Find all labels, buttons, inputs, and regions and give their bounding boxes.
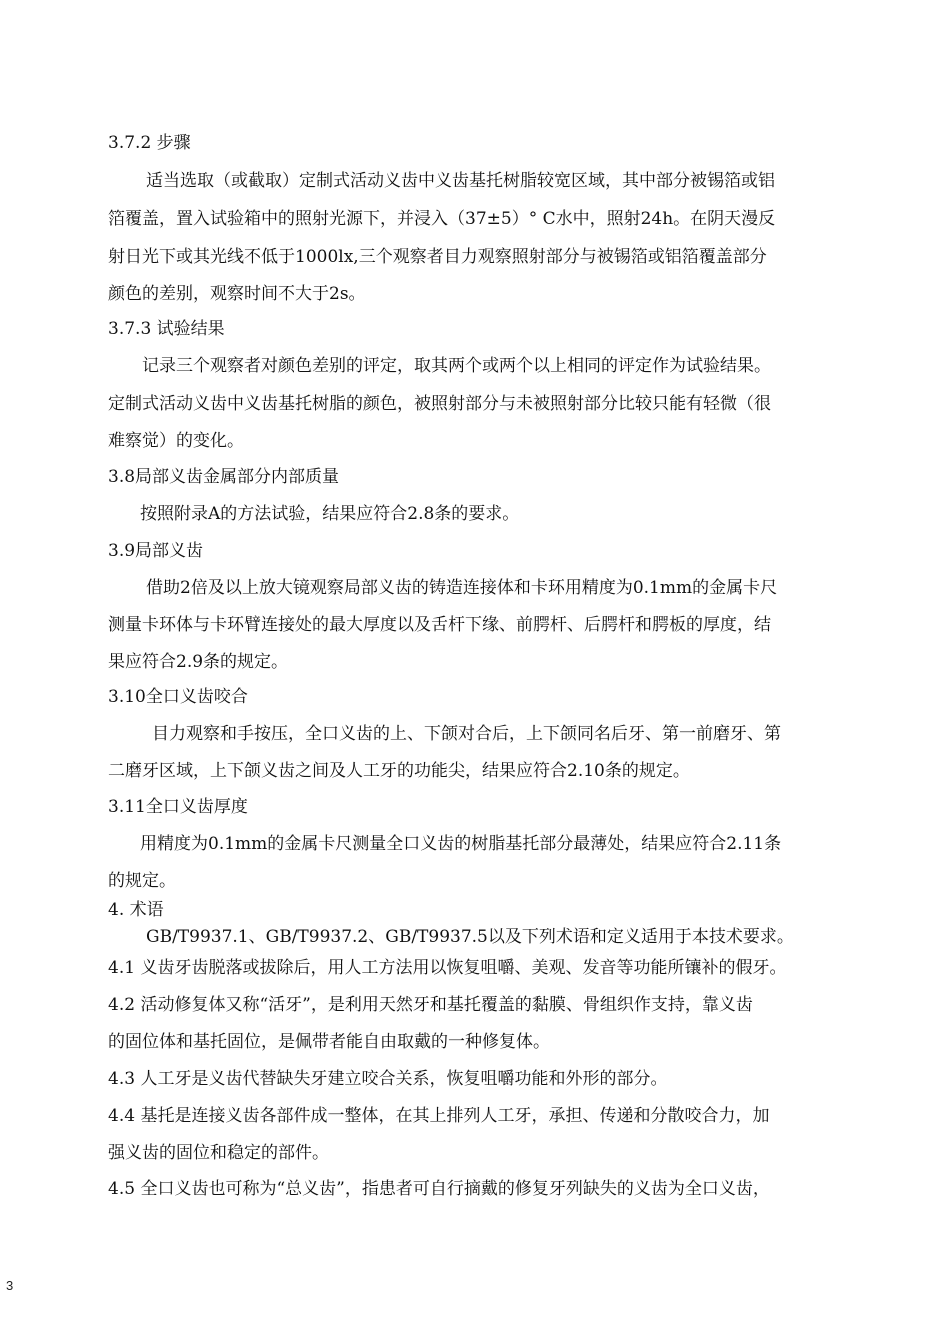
term-4-3: 4.3 人工牙是义齿代替缺失牙建立咬合关系，恢复咀嚼功能和外形的部分。 xyxy=(108,1069,668,1089)
heading-4-terms: 4. 术语 xyxy=(108,900,164,920)
paragraph-line: 的规定。 xyxy=(108,871,176,891)
paragraph-line: 强义齿的固位和稳定的部件。 xyxy=(108,1143,329,1163)
paragraph-line: GB/T9937.1、GB/T9937.2、GB/T9937.5以及下列术语和定义适用于本技术要求。 xyxy=(146,927,794,947)
paragraph-line: 目力观察和手按压，全口义齿的上、下颌对合后，上下颌同名后牙、第一前磨牙、第 xyxy=(152,724,781,744)
paragraph-line: 颜色的差别，观察时间不大于2s。 xyxy=(108,284,366,304)
heading-3-10: 3.10全口义齿咬合 xyxy=(108,687,248,707)
paragraph-line: 难察觉）的变化。 xyxy=(108,431,244,451)
paragraph-line: 二磨牙区域，上下颌义齿之间及人工牙的功能尖，结果应符合2.10条的规定。 xyxy=(108,761,690,781)
term-4-4: 4.4 基托是连接义齿各部件成一整体，在其上排列人工牙，承担、传递和分散咬合力，加 xyxy=(108,1106,770,1126)
paragraph-line: 射日光下或其光线不低于1000lx,三个观察者目力观察照射部分与被锡箔或铝箔覆盖部分 xyxy=(108,247,767,267)
term-4-2: 4.2 活动修复体又称“活牙”，是利用天然牙和基托覆盖的黏膜、骨组织作支持，靠义齿 xyxy=(108,995,753,1015)
paragraph-line: 测量卡环体与卡环臂连接处的最大厚度以及舌杆下缘、前腭杆、后腭杆和腭板的厚度，结 xyxy=(108,615,771,635)
paragraph-line: 借助2倍及以上放大镜观察局部义齿的铸造连接体和卡环用精度为0.1mm的金属卡尺 xyxy=(146,578,778,598)
term-4-1: 4.1 义齿牙齿脱落或拔除后，用人工方法用以恢复咀嚼、美观、发音等功能所镶补的假牙。 xyxy=(108,958,787,978)
term-4-5: 4.5 全口义齿也可称为“总义齿”，指患者可自行摘戴的修复牙列缺失的义齿为全口义齿， xyxy=(108,1179,770,1199)
heading-3-8: 3.8局部义齿金属部分内部质量 xyxy=(108,467,340,487)
paragraph-line: 定制式活动义齿中义齿基托树脂的颜色，被照射部分与未被照射部分比较只能有轻微（很 xyxy=(108,394,771,414)
paragraph-line: 果应符合2.9条的规定。 xyxy=(108,652,289,672)
paragraph-line: 记录三个观察者对颜色差别的评定，取其两个或两个以上相同的评定作为试验结果。 xyxy=(142,356,771,376)
paragraph-line: 箔覆盖，置入试验箱中的照射光源下，并浸入（37±5）° C水中，照射24h。在阴天漫反 xyxy=(108,209,776,229)
paragraph-line: 用精度为0.1mm的金属卡尺测量全口义齿的树脂基托部分最薄处，结果应符合2.11条 xyxy=(140,834,782,854)
paragraph-line: 适当选取（或截取）定制式活动义齿中义齿基托树脂较宽区域，其中部分被锡箔或铝 xyxy=(146,171,775,191)
paragraph-line: 的固位体和基托固位，是佩带者能自由取戴的一种修复体。 xyxy=(108,1032,550,1052)
heading-3-9: 3.9局部义齿 xyxy=(108,541,204,561)
page-number: 3 xyxy=(6,1278,14,1293)
paragraph-line: 按照附录A的方法试验，结果应符合2.8条的要求。 xyxy=(140,504,520,524)
heading-3-11: 3.11全口义齿厚度 xyxy=(108,797,248,817)
heading-3-7-3: 3.7.3 试验结果 xyxy=(108,319,225,339)
heading-3-7-2: 3.7.2 步骤 xyxy=(108,133,191,153)
